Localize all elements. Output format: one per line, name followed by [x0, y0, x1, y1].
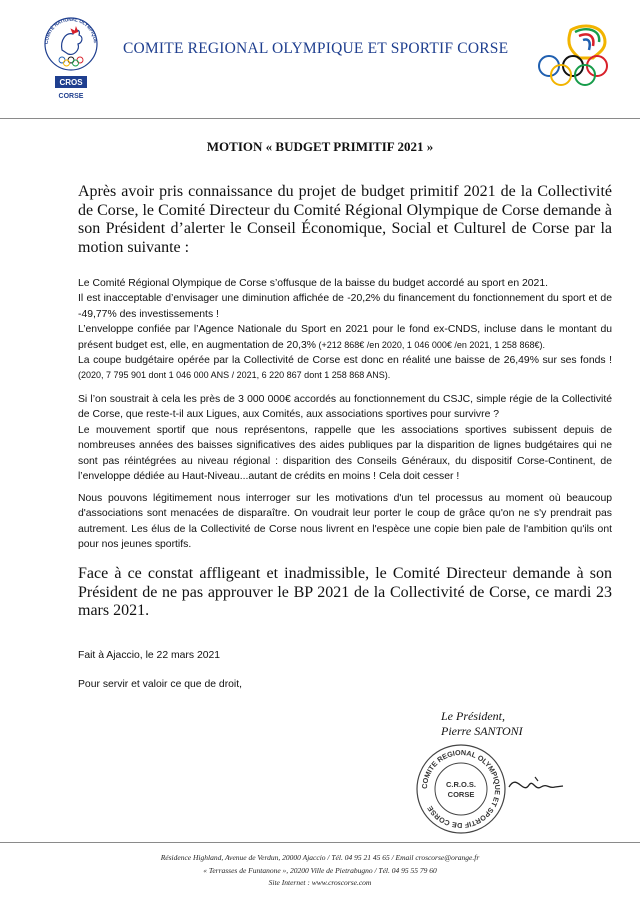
organization-title: COMITE REGIONAL OLYMPIQUE ET SPORTIF CORSE — [123, 40, 509, 57]
logo-sub-text: CORSE — [58, 93, 84, 100]
place-date: Fait à Ajaccio, le 22 mars 2021 — [78, 650, 221, 661]
footer-website: Site Internet : www.croscorse.com — [268, 878, 372, 887]
signatory-block — [441, 709, 523, 739]
paragraph-motivations: Nous pouvons légitimement nous interroger sur les motivations d'un tel processus au moment où beaucoup d'associations sont menacées de disparaître. On voudrait leur porter le coup de grâce qu'on ne s'y prendrait pas autrement. Les élus de la Collectivité de Corse nous livrent en l'espèce une copie bien pale de l'ambition qu'ils ont pour nos jeunes sportifs. — [78, 493, 612, 551]
handwritten-signature — [505, 765, 575, 805]
signatory-name: Pierre SANTONI — [441, 724, 523, 738]
budget-line-2: Il est inacceptable d’envisager une diminution affichée de -20,2% du financement du fonctionnement du sport et de -49,77% des investissements ! — [78, 293, 612, 320]
paragraph-budget-decrease — [78, 276, 612, 384]
footer-address-line — [0, 853, 640, 863]
closing-paragraph: Face à ce constat affligeant et inadmissible, le Comité Directeur demande à son Président de ne pas approuver le BP 2021 de la Collectivité de Corse, ce mardi 23 mars 2021. — [78, 565, 612, 619]
footer-second-address: « Terrasses de Funtanone », 20200 Ville de Pietrabugno / Tél. 04 95 55 79 60 — [203, 866, 437, 875]
intro-paragraph: Après avoir pris connaissance du projet de budget primitif 2021 de la Collectivité de Corse, le Comité Directeur du Comité Régional Olympique de Corse demande à son Président d’alerter le Conseil Économique, Social et Culturel de Corse par la motion suivante : — [78, 183, 612, 256]
signatory-role: Le Président, — [441, 709, 505, 723]
csjc-line-2: Le mouvement sportif que nous représentons, rappelle que les associations sportives subissent depuis de nombreuses années des baisses significatives des aides publiques par la disparition de lignes budgétaires qui ne sont pas réintégrées au niveau régional : disparition des Conseils Généraux, du dispositif Corse-Continent, de l’enveloppe dédiée au Haut-Niveau...autant de crédits en moins ! Cela doit cesser ! — [78, 424, 612, 483]
footer-email: croscorse@orange.fr — [415, 853, 480, 862]
budget-line-4-detail: (2020, 7 795 901 dont 1 046 000 ANS / 2021, 6 220 867 dont 1 258 868 ANS). — [78, 370, 391, 381]
motion-title: MOTION « BUDGET PRIMITIF 2021 » — [206, 139, 434, 154]
cros-corse-logo — [40, 12, 102, 102]
csjc-line-1: Si l’on soustrait à cela les près de 3 000 000€ accordés au fonctionnement du CSJC, simple régie de la Collectivité de Corse, que reste-t-il aux Ligues, aux Comités, aux associations sportives pour survivre ? — [78, 394, 612, 421]
closing-formula: Pour servir et valoir ce que de droit, — [78, 679, 243, 690]
official-stamp — [413, 741, 509, 837]
footer-divider — [0, 842, 640, 843]
stamp-center-line-1: C.R.O.S. — [445, 780, 477, 789]
budget-line-3 — [78, 322, 612, 353]
header-divider — [0, 118, 640, 119]
logo-ring-text: COMITÉ NATIONAL OLYMPIQUE — [43, 16, 99, 45]
olympic-rings-logo — [535, 24, 627, 86]
footer-address: Résidence Highland, Avenue de Verdun, 20000 Ajaccio / Tél. 04 95 21 45 65 / Email — [160, 853, 416, 862]
stamp-center-line-2: CORSE — [447, 790, 475, 799]
budget-line-3-detail: (+212 868€ /en 2020, 1 046 000€ /en 2021, 1 258 868€). — [316, 339, 545, 350]
budget-line-3-main: L’enveloppe confiée par l’Agence Nationale du Sport en 2021 pour le fond ex-CNDS, incluse dans le montant du présent budget est, elle, en augmentation de 20,3% — [78, 324, 612, 351]
logo-band-text: CROS — [59, 78, 83, 87]
paragraph-csjc — [78, 392, 612, 484]
budget-line-4 — [78, 353, 612, 384]
budget-line-1: Le Comité Régional Olympique de Corse s’offusque de la baisse du budget accordé au sport en 2021. — [78, 278, 548, 289]
budget-line-4-main: La coupe budgétaire opérée par la Collectivité de Corse est donc en réalité une baisse de 26,49% sur ses fonds ! — [78, 355, 612, 367]
stamp-ring-text: COMITE REGIONAL OLYMPIQUE ET SPORTIF DE CORSE — [419, 747, 503, 831]
